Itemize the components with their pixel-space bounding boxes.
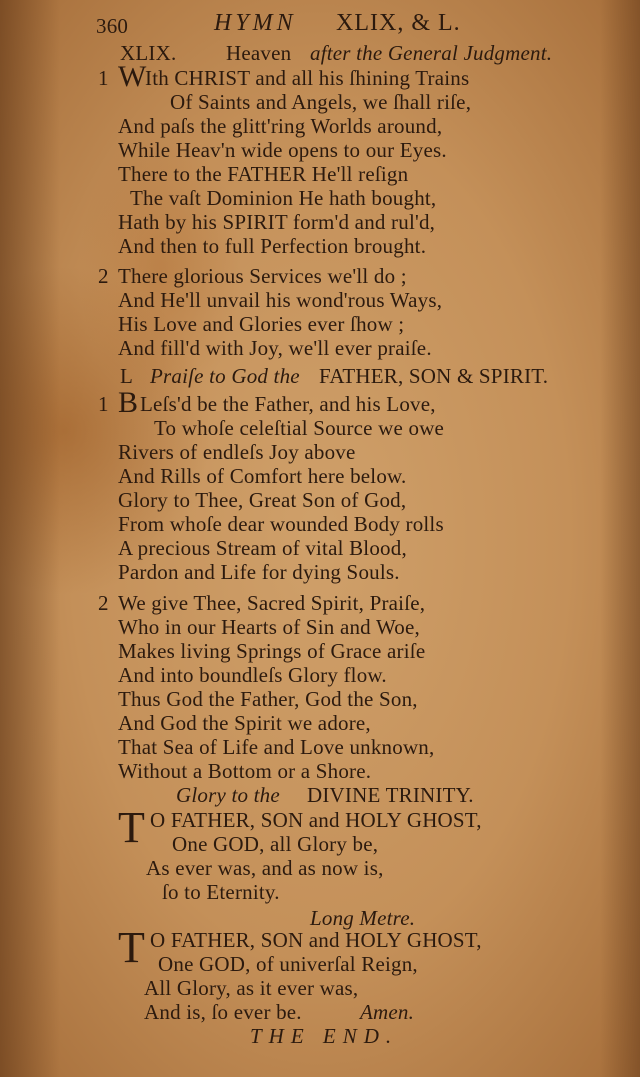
verse-line: And Rills of Comfort here below. [118,464,407,488]
verse-line: There glorious Services we'll do ; [118,264,407,288]
hymn-50-title: FATHER, SON & SPIRIT. [319,364,549,388]
verse-line: And He'll unvail his wond'rous Ways, [118,288,443,312]
verse-line: A precious Stream of vital Blood, [118,536,407,560]
verse-line: And fill'd with Joy, we'll ever praiſe. [118,336,432,360]
verse-line: Who in our Hearts of Sin and Woe, [118,615,420,639]
verse-line: All Glory, as it ever was, [144,976,359,1000]
verse-line: Thus God the Father, God the Son, [118,687,418,711]
verse-line: Of Saints and Angels, we ſhall riſe, [170,90,472,114]
verse-line: While Heav'n wide opens to our Eyes. [118,138,447,162]
the-end: THE END. [250,1024,399,1048]
verse-line: And then to full Perfection brought. [118,234,427,258]
verse-line: That Sea of Life and Love unknown, [118,735,435,759]
doxology-heading: DIVINE TRINITY. [307,783,474,807]
verse-line: And God the Spirit we adore, [118,711,371,735]
hymn-50-title-italic: Praiſe to God the [150,364,300,388]
hymn-49-title-italic: after the General Judgment. [310,41,553,65]
hymn-50-number: L [120,364,134,388]
stanza-number: 1 [98,392,109,416]
drop-capital: W [118,60,147,93]
verse-line: O FATHER, SON and HOLY GHOST, [150,808,482,832]
verse-line: One GOD, of univerſal Reign, [158,952,418,976]
verse-line: Ith CHRIST and all his ſhining Trains [145,66,470,90]
doxology-heading-italic: Glory to the [176,783,280,807]
drop-capital: T [118,803,145,852]
verse-line: There to the FATHER He'll reſign [118,162,409,186]
verse-line: And is, ſo ever be. [144,1000,302,1024]
verse-line: ſo to Eternity. [162,880,280,904]
verse-line: O FATHER, SON and HOLY GHOST, [150,928,482,952]
verse-line: And into boundleſs Glory flow. [118,663,387,687]
drop-capital: T [118,923,145,972]
verse-line: Makes living Springs of Grace ariſe [118,639,426,663]
stanza-number: 2 [98,591,109,615]
verse-line: One GOD, all Glory be, [172,832,379,856]
page-edge-shadow [600,0,640,1077]
verse-line: His Love and Glories ever ſhow ; [118,312,405,336]
hymn-49-number: XLIX. [120,41,177,65]
running-head-numbers: XLIX, & L. [336,10,461,36]
page-gutter-shadow [0,0,60,1077]
verse-line: From whoſe dear wounded Body rolls [118,512,444,536]
verse-line: Pardon and Life for dying Souls. [118,560,400,584]
verse-line: Hath by his SPIRIT form'd and rul'd, [118,210,436,234]
verse-line: We give Thee, Sacred Spirit, Praiſe, [118,591,426,615]
verse-line: To whoſe celeſtial Source we owe [154,416,445,440]
drop-capital: B [118,386,139,419]
verse-line: Rivers of endleſs Joy above [118,440,356,464]
verse-line: Glory to Thee, Great Son of God, [118,488,407,512]
hymn-49-title: Heaven [226,41,292,65]
stanza-number: 1 [98,66,109,90]
metre-label: Long Metre. [310,906,416,930]
stanza-number: 2 [98,264,109,288]
verse-line: Leſs'd be the Father, and his Love, [140,392,436,416]
verse-line: And paſs the glitt'ring Worlds around, [118,114,443,138]
running-head-hymn: HYMN [214,10,297,36]
verse-line: The vaſt Dominion He hath bought, [130,186,437,210]
amen: Amen. [360,1000,415,1024]
verse-line: As ever was, and as now is, [146,856,384,880]
page-number: 360 [96,14,129,38]
verse-line: Without a Bottom or a Shore. [118,759,372,783]
